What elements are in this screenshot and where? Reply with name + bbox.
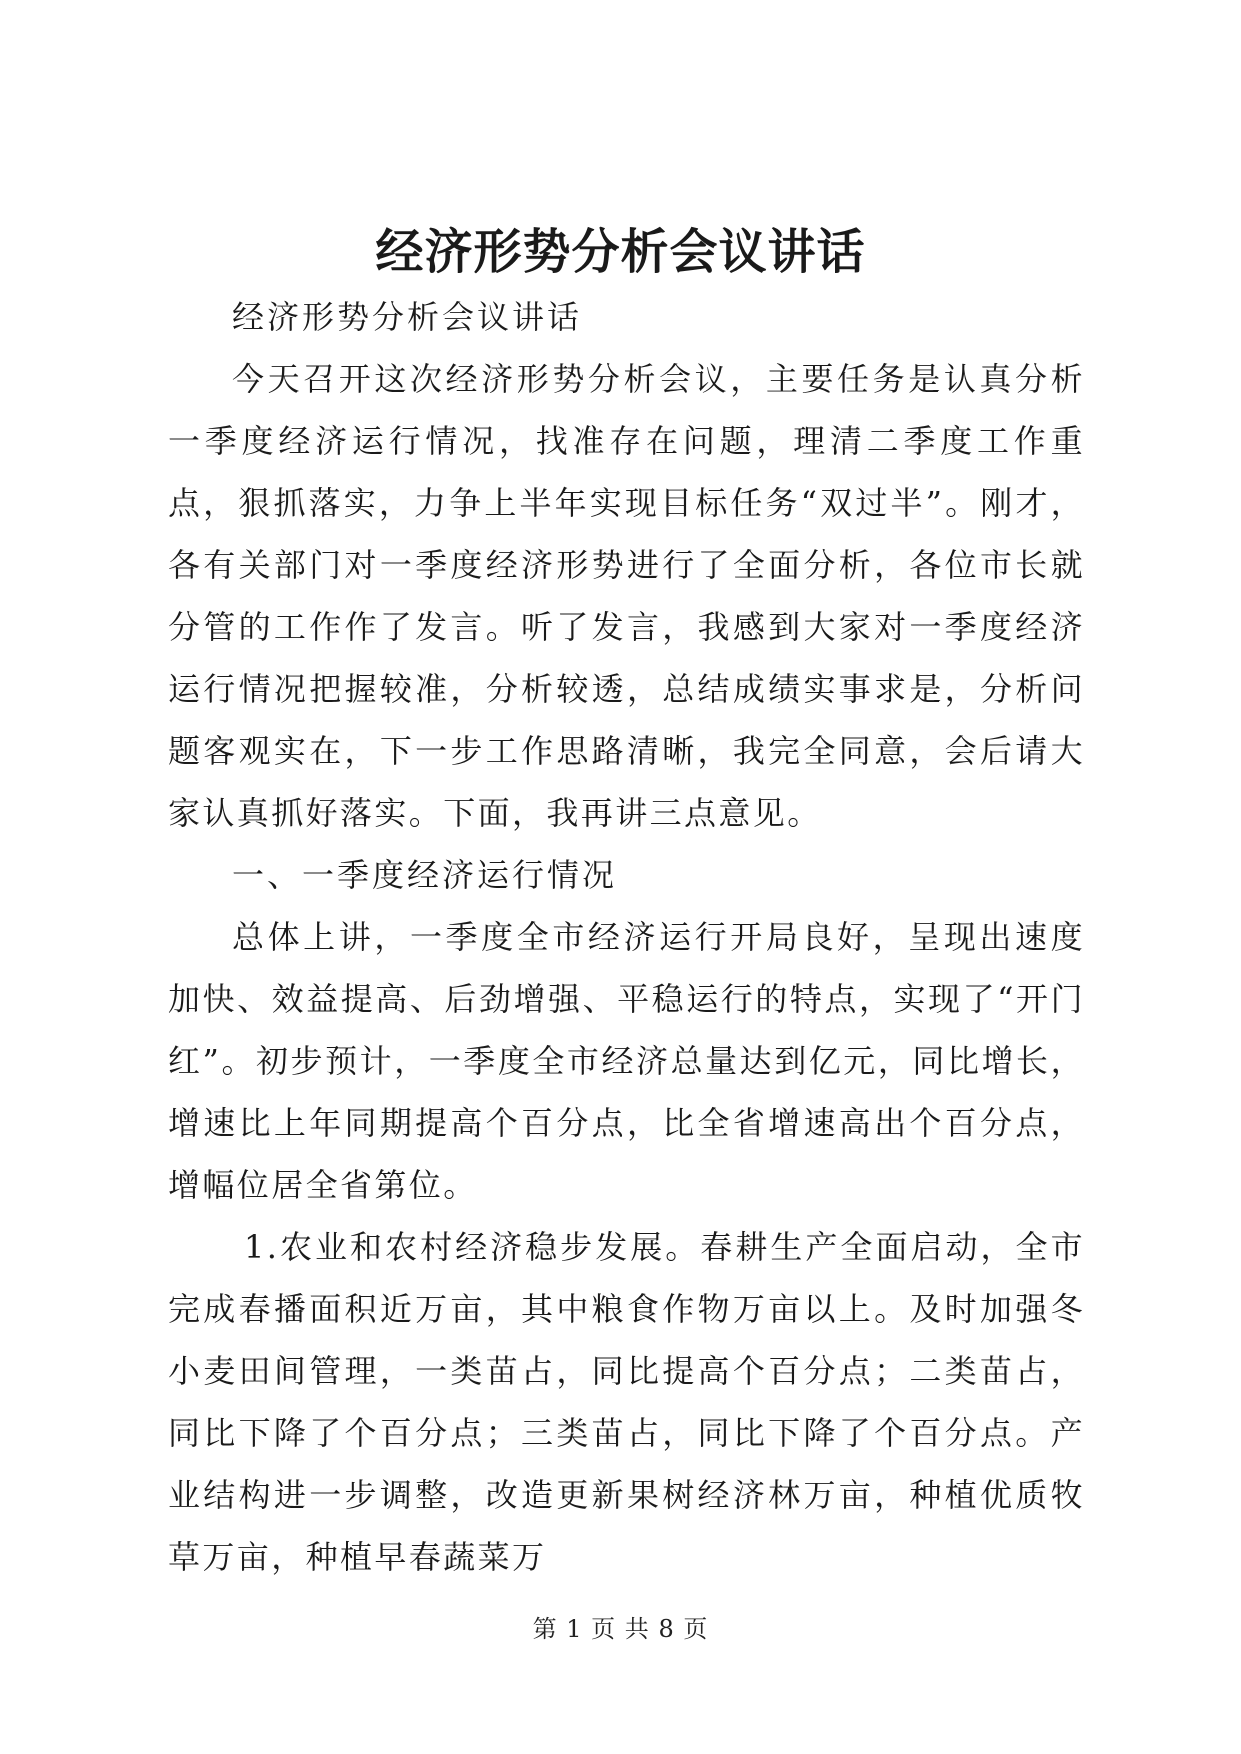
document-title: 经济形势分析会议讲话 bbox=[375, 224, 866, 280]
section-one-heading: 一、一季度经济运行情况 bbox=[232, 856, 618, 894]
subtitle-paragraph: 经济形势分析会议讲话 bbox=[232, 298, 583, 336]
overall-paragraph: 总体上讲，一季度全市经济运行开局良好，呈现出速度加快、效益提高、后劲增强、平稳运行的特点，实现了“开门红”。初步预计，一季度全市经济总量达到亿元，同比增长，增速比上年同期提高个百分点，比全省增速高出个百分点，增幅位居全省第位。 bbox=[168, 918, 1085, 1204]
intro-paragraph: 今天召开这次经济形势分析会议，主要任务是认真分析一季度经济运行情况，找准存在问题，理清二季度工作重点，狠抓落实，力争上半年实现目标任务“双过半”。刚才，各有关部门对一季度经济形势进行了全面分析，各位市长就分管的工作作了发言。听了发言，我感到大家对一季度经济运行情况把握较准，分析较透，总结成绩实事求是，分析问题客观实在，下一步工作思路清晰，我完全同意，会后请大家认真抓好落实。下面，我再讲三点意见。 bbox=[168, 360, 1085, 832]
page-number-footer: 第 1 页 共 8 页 bbox=[532, 1615, 709, 1643]
agriculture-paragraph: 1.农业和农村经济稳步发展。春耕生产全面启动，全市完成春播面积近万亩，其中粮食作物万亩以上。及时加强冬小麦田间管理，一类苗占，同比提高个百分点；二类苗占，同比下降了个百分点；三类苗占，同比下降了个百分点。产业结构进一步调整，改造更新果树经济林万亩，种植优质牧草万亩，种植早春蔬菜万 bbox=[168, 1228, 1085, 1576]
document-body bbox=[168, 286, 1085, 1588]
